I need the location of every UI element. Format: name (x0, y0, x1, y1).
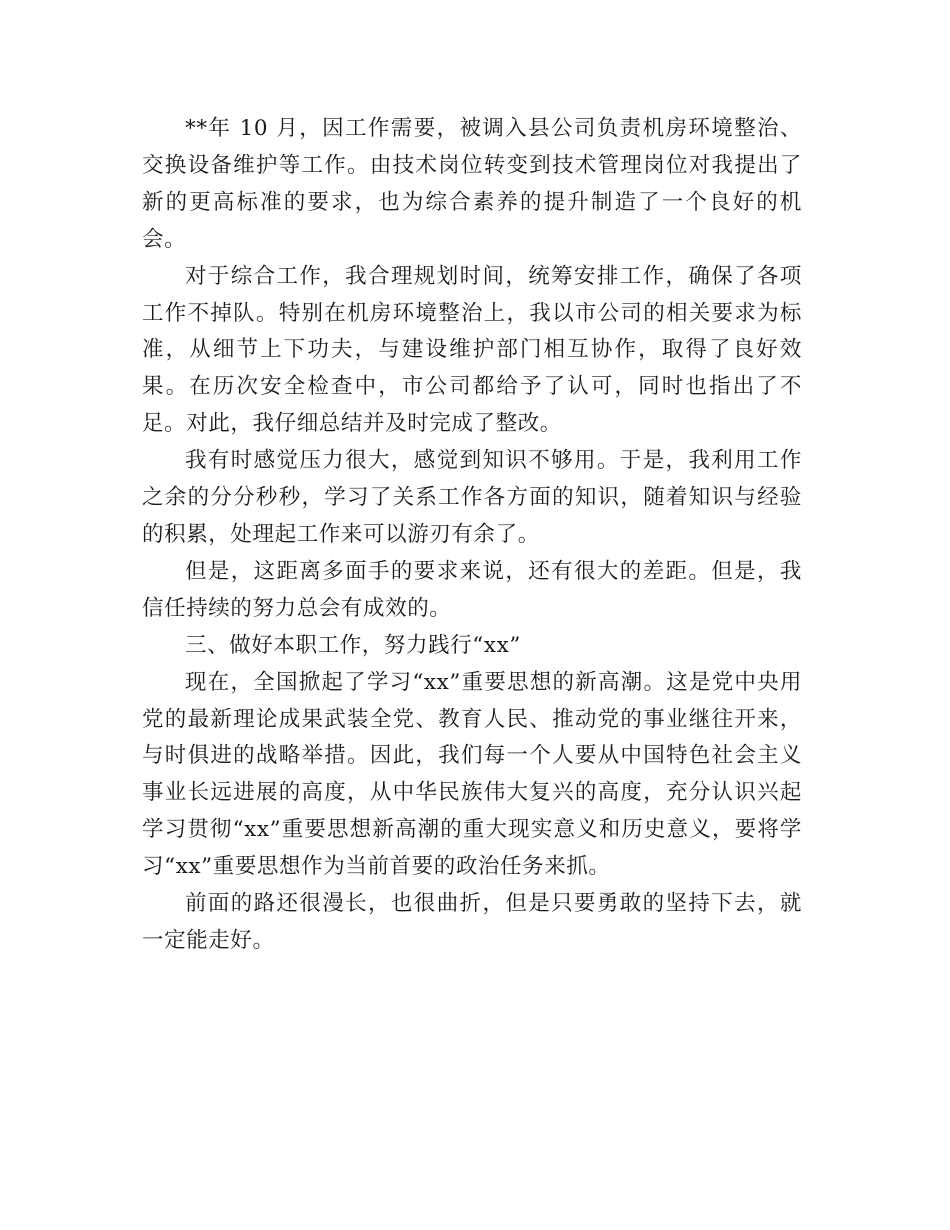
paragraph-job-transfer: **年 10 月，因工作需要，被调入县公司负责机房环境整治、交换设备维护等工作。由技术岗位转变到技术管理岗位对我提出了新的更高标准的要求，也为综合素养的提升制造了一个良好的机会。 (142, 116, 802, 252)
paragraph-comprehensive-work: 对于综合工作，我合理规划时间，统筹安排工作，确保了各项工作不掉队。特别在机房环境整治上，我以市公司的相关要求为标准，从细节上下功夫，与建设维护部门相互协作，取得了良好效果。在历次安全检查中，市公司都给予了认可，同时也指出了不足。对此，我仔细总结并及时完成了整改。 (142, 263, 802, 437)
section-heading: 三、做好本职工作，努力践行“xx” (185, 632, 521, 658)
paragraph-study-campaign: 现在，全国掀起了学习“xx”重要思想的新高潮。这是党中央用党的最新理论成果武装全党、教育人民、推动党的事业继往开来，与时俱进的战略举措。因此，我们每一个人要从中国特色社会主义事业长远进展的高度，从中华民族伟大复兴的高度，充分认识兴起学习贯彻“xx”重要思想新高潮的重大现实意义和历史意义，要将学习“xx”重要思想作为当前首要的政治任务来抓。 (142, 669, 802, 880)
paragraph-learning: 我有时感觉压力很大，感觉到知识不够用。于是，我利用工作之余的分分秒秒，学习了关系工作各方面的知识，随着知识与经验的积累，处理起工作来可以游刃有余了。 (142, 448, 802, 547)
paragraph-closing: 前面的路还很漫长，也很曲折，但是只要勇敢的坚持下去，就一定能走好。 (142, 891, 802, 953)
document-body (142, 111, 802, 960)
paragraph-gap: 但是，这距离多面手的要求来说，还有很大的差距。但是，我信任持续的努力总会有成效的。 (142, 558, 802, 621)
